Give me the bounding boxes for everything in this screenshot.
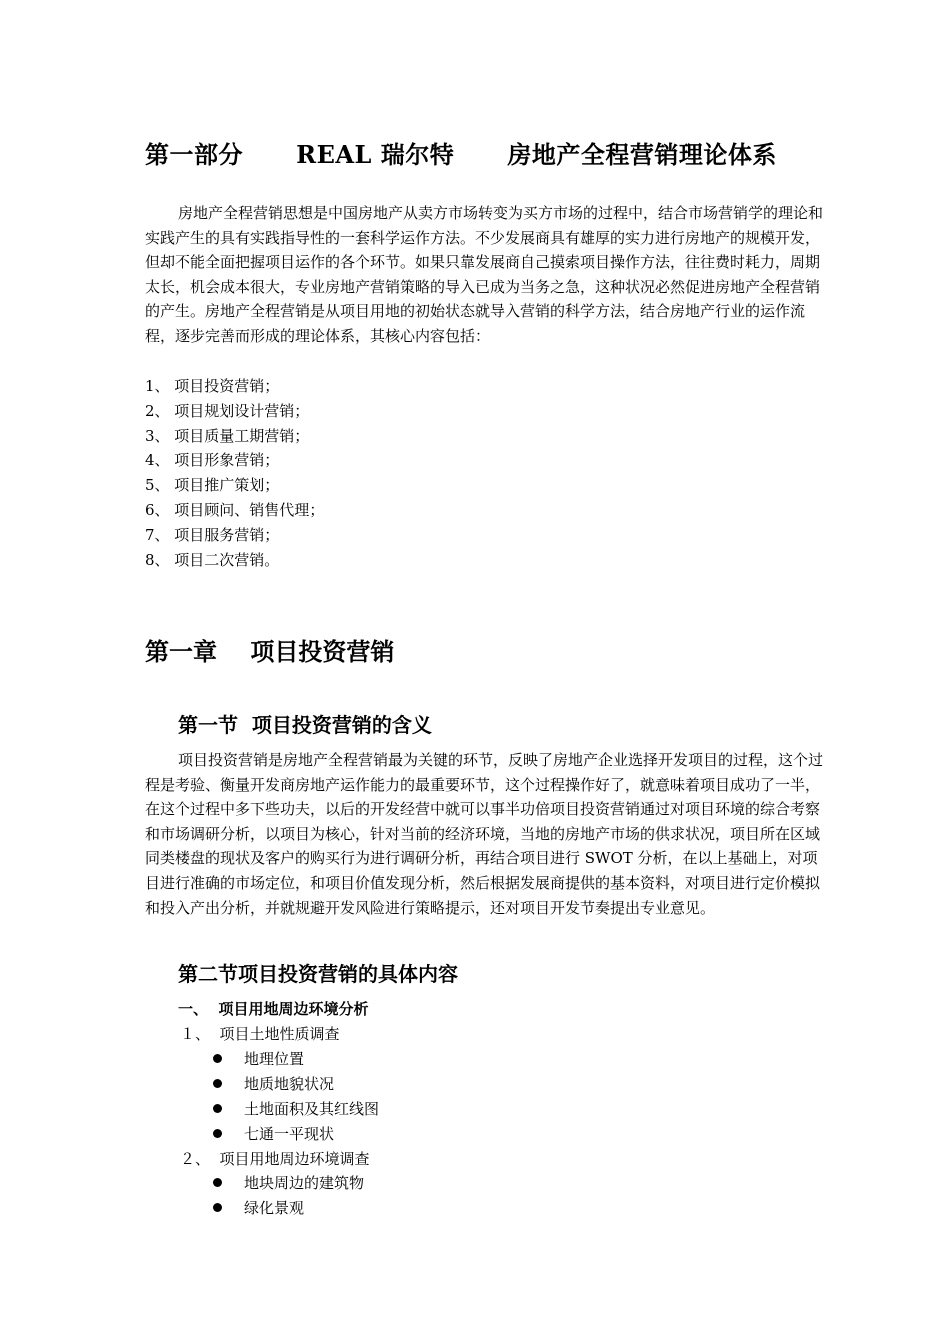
numbered-item: ２、 项目用地周边环境调查: [180, 1150, 370, 1168]
bullet-item: 地理位置: [213, 1048, 304, 1069]
list-item: 3、 项目质量工期营销；: [145, 426, 310, 445]
section1-paragraph-block: [145, 748, 825, 920]
chapter-heading: 第一章 项目投资营销: [145, 637, 395, 666]
list-item: 1、 项目投资营销；: [145, 377, 280, 395]
bullet-icon: [213, 1054, 222, 1063]
section2-heading: 第二节项目投资营销的具体内容: [178, 962, 458, 986]
bullet-icon: [213, 1129, 222, 1138]
intro-paragraph: 房地产全程营销思想是中国房地产从卖方市场转变为买方市场的过程中，结合市场营销学的理论和实践产生的具有实践指导性的一套科学运作方法。不少发展商具有雄厚的实力进行房地产的规模开发，但却不能全面把握项目运作的各个环节。如果只靠发展商自己摸索项目操作方法，往往费时耗力，周期太长，机会成本很大，专业房地产营销策略的导入已成为当务之急，这种状况必然促进房地产全程营销的产生。房地产全程营销是从项目用地的初始状态就导入营销的科学方法，结合房地产行业的运作流程，逐步完善而形成的理论体系，其核心内容包括：: [145, 204, 824, 345]
list-item: 6、 项目顾问、销售代理；: [145, 500, 325, 519]
core-list: [145, 374, 324, 572]
bullet-item: 土地面积及其红线图: [213, 1098, 379, 1119]
subsection-heading: 一、 项目用地周边环境分析: [178, 1000, 369, 1018]
list-item: 7、 项目服务营销；: [145, 525, 280, 544]
bullet-icon: [213, 1079, 222, 1088]
intro-paragraph-block: [145, 201, 825, 349]
bullet-item: 绿化景观: [213, 1197, 304, 1218]
bullet-icon: [213, 1203, 222, 1212]
bullet-item: 七通一平现状: [213, 1123, 334, 1144]
bullet-item: 地块周边的建筑物: [213, 1172, 364, 1193]
part-heading: 第一部分 REAL 瑞尔特 房地产全程营销理论体系: [145, 140, 777, 169]
list-item: 8、 项目二次营销。: [145, 550, 280, 569]
bullet-item: 地质地貌状况: [213, 1073, 334, 1094]
list-item: 5、 项目推广策划；: [145, 476, 280, 495]
bullet-icon: [213, 1104, 222, 1113]
section1-paragraph: 项目投资营销是房地产全程营销最为关键的环节，反映了房地产企业选择开发项目的过程，这个过程是考验、衡量开发商房地产运作能力的最重要环节，这个过程操作好了，就意味着项目成功了一半，在这个过程中多下些功夫，以后的开发经营中就可以事半功倍项目投资营销通过对项目环境的综合考察和市场调研分析，以项目为核心，针对当前的经济环境，当地的房地产市场的供求状况，项目所在区域同类楼盘的现状及客户的购买行为进行调研分析，再结合项目进行 SWOT 分析，在以上基础上，对项目进行准确的市场定位，和项目价值发现分析，然后根据发展商提供的基本资料，对项目进行定价模拟和投入产出分析，并就规避开发风险进行策略提示，还对项目开发节奏提出专业意见。: [145, 751, 824, 917]
bullet-icon: [213, 1178, 222, 1187]
list-item: 2、 项目规划设计营销；: [145, 401, 310, 420]
section1-heading: 第一节 项目投资营销的含义: [178, 713, 432, 737]
numbered-item: １、 项目土地性质调查: [180, 1025, 340, 1043]
list-item: 4、 项目形象营销；: [145, 451, 280, 470]
